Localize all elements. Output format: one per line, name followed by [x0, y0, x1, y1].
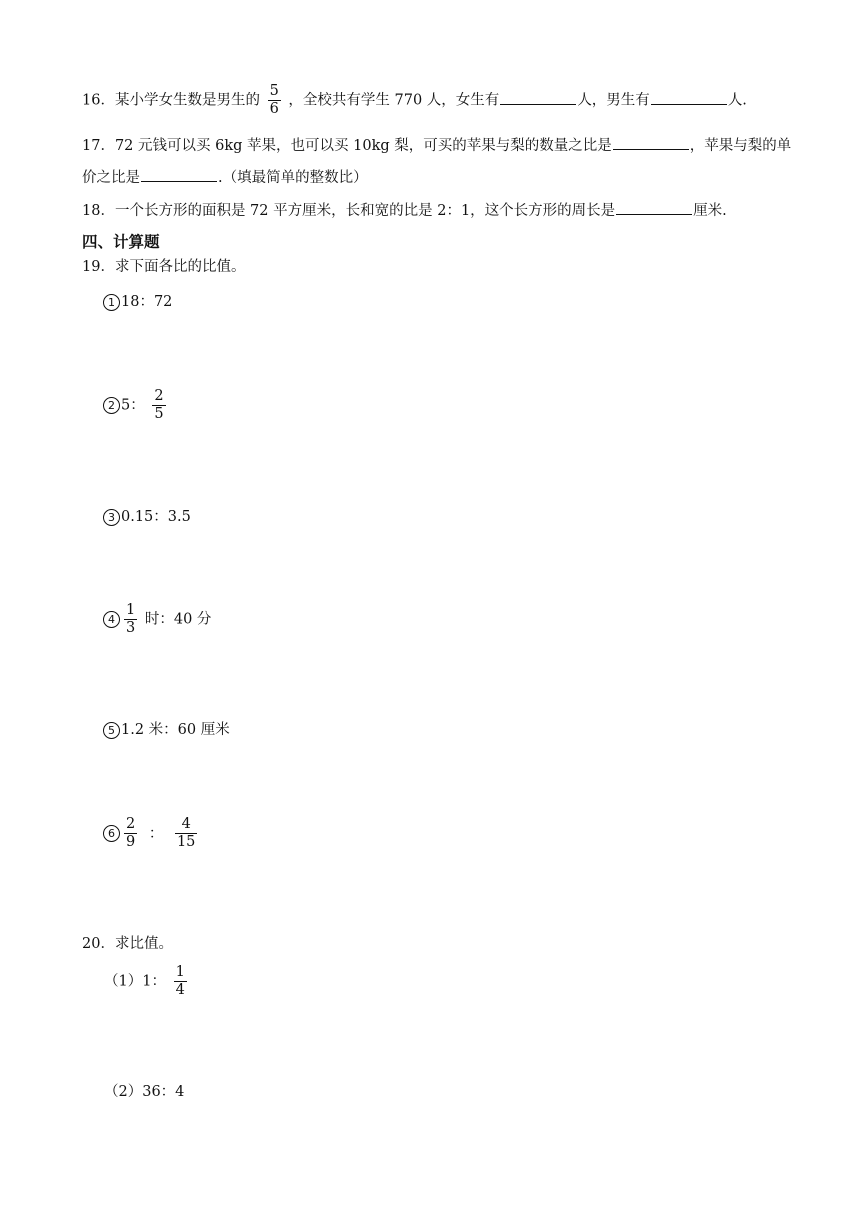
fraction-numerator: 2 — [154, 388, 164, 404]
question-number: 17． — [82, 138, 115, 154]
sub-item-3 — [103, 507, 191, 527]
sub-item-2 — [103, 388, 169, 423]
sub-item-text: 1.2 米：60 厘米 — [121, 722, 230, 738]
fraction-denominator: 6 — [269, 101, 279, 117]
sub-item-text: 0.15：3.5 — [121, 509, 191, 525]
question-text: .（填最简单的整数比） — [218, 170, 368, 186]
sub-item-text: 时：40 分 — [144, 611, 212, 628]
question-number: 16． — [82, 92, 115, 109]
question-text: 人，男生有 — [577, 92, 650, 109]
sub-item-20-2 — [104, 1082, 184, 1102]
circled-number-5: 5 — [103, 722, 120, 739]
circled-number-2: 2 — [103, 397, 120, 414]
fraction-denominator: 3 — [126, 620, 136, 636]
fraction-numerator: 5 — [269, 83, 279, 99]
sub-item-text: 5： — [121, 397, 145, 414]
question-text: ，全校共有学生 770 人，女生有 — [288, 92, 500, 109]
fraction-numerator: 1 — [175, 964, 185, 980]
sub-item-1 — [103, 292, 172, 312]
sub-item-text: 18：72 — [121, 294, 173, 310]
fraction — [152, 388, 165, 423]
question-text: 一个长方形的面积是 72 平方厘米，长和宽的比是 2：1，这个长方形的周长是 — [114, 203, 616, 219]
question-text: ，苹果与梨的单 — [689, 138, 792, 154]
ratio-colon: ： — [148, 825, 164, 842]
question-number: 20． — [82, 936, 115, 952]
answer-blank[interactable] — [613, 135, 689, 150]
fraction-denominator: 9 — [126, 834, 136, 850]
fraction-numerator: 2 — [126, 816, 136, 832]
sub-item-text: （1）1： — [104, 973, 166, 990]
fraction — [268, 83, 281, 118]
fraction-denominator: 5 — [154, 406, 164, 422]
fraction-denominator: 4 — [175, 982, 185, 998]
answer-blank[interactable] — [651, 90, 727, 105]
question-17-line-2 — [82, 167, 368, 188]
fraction — [124, 602, 137, 637]
question-text: 求下面各比的比值。 — [114, 259, 246, 275]
question-number: 18． — [82, 203, 115, 219]
question-17 — [82, 135, 791, 156]
question-16 — [82, 83, 747, 118]
circled-number-1: 1 — [103, 294, 120, 311]
answer-blank[interactable] — [616, 200, 692, 215]
question-text: 72 元钱可以买 6kg 苹果，也可以买 10kg 梨，可买的苹果与梨的数量之比是 — [114, 138, 612, 154]
answer-blank[interactable] — [500, 90, 576, 105]
question-text: 某小学女生数是男生的 — [114, 92, 260, 109]
question-number: 19． — [82, 259, 115, 275]
sub-item-20-1 — [104, 964, 190, 999]
question-20 — [82, 934, 173, 954]
sub-item-6 — [103, 816, 200, 851]
question-19 — [82, 257, 245, 277]
circled-number-3: 3 — [103, 509, 120, 526]
question-text: 厘米. — [693, 203, 727, 219]
sub-item-5 — [103, 720, 230, 740]
sub-item-4 — [103, 602, 211, 637]
question-text: 价之比是 — [82, 170, 140, 186]
fraction — [124, 816, 137, 851]
circled-number-4: 4 — [103, 611, 120, 628]
question-text: 人. — [727, 92, 747, 109]
circled-number-6: 6 — [103, 825, 120, 842]
fraction-denominator: 15 — [176, 834, 196, 850]
sub-item-text: （2）36：4 — [104, 1084, 185, 1100]
fraction — [175, 816, 197, 851]
fraction — [174, 964, 187, 999]
answer-blank[interactable] — [141, 167, 217, 182]
fraction-numerator: 1 — [126, 602, 136, 618]
question-text: 求比值。 — [114, 936, 173, 952]
section-heading: 四、计算题 — [82, 233, 160, 251]
question-18 — [82, 200, 727, 221]
fraction-numerator: 4 — [181, 816, 191, 832]
